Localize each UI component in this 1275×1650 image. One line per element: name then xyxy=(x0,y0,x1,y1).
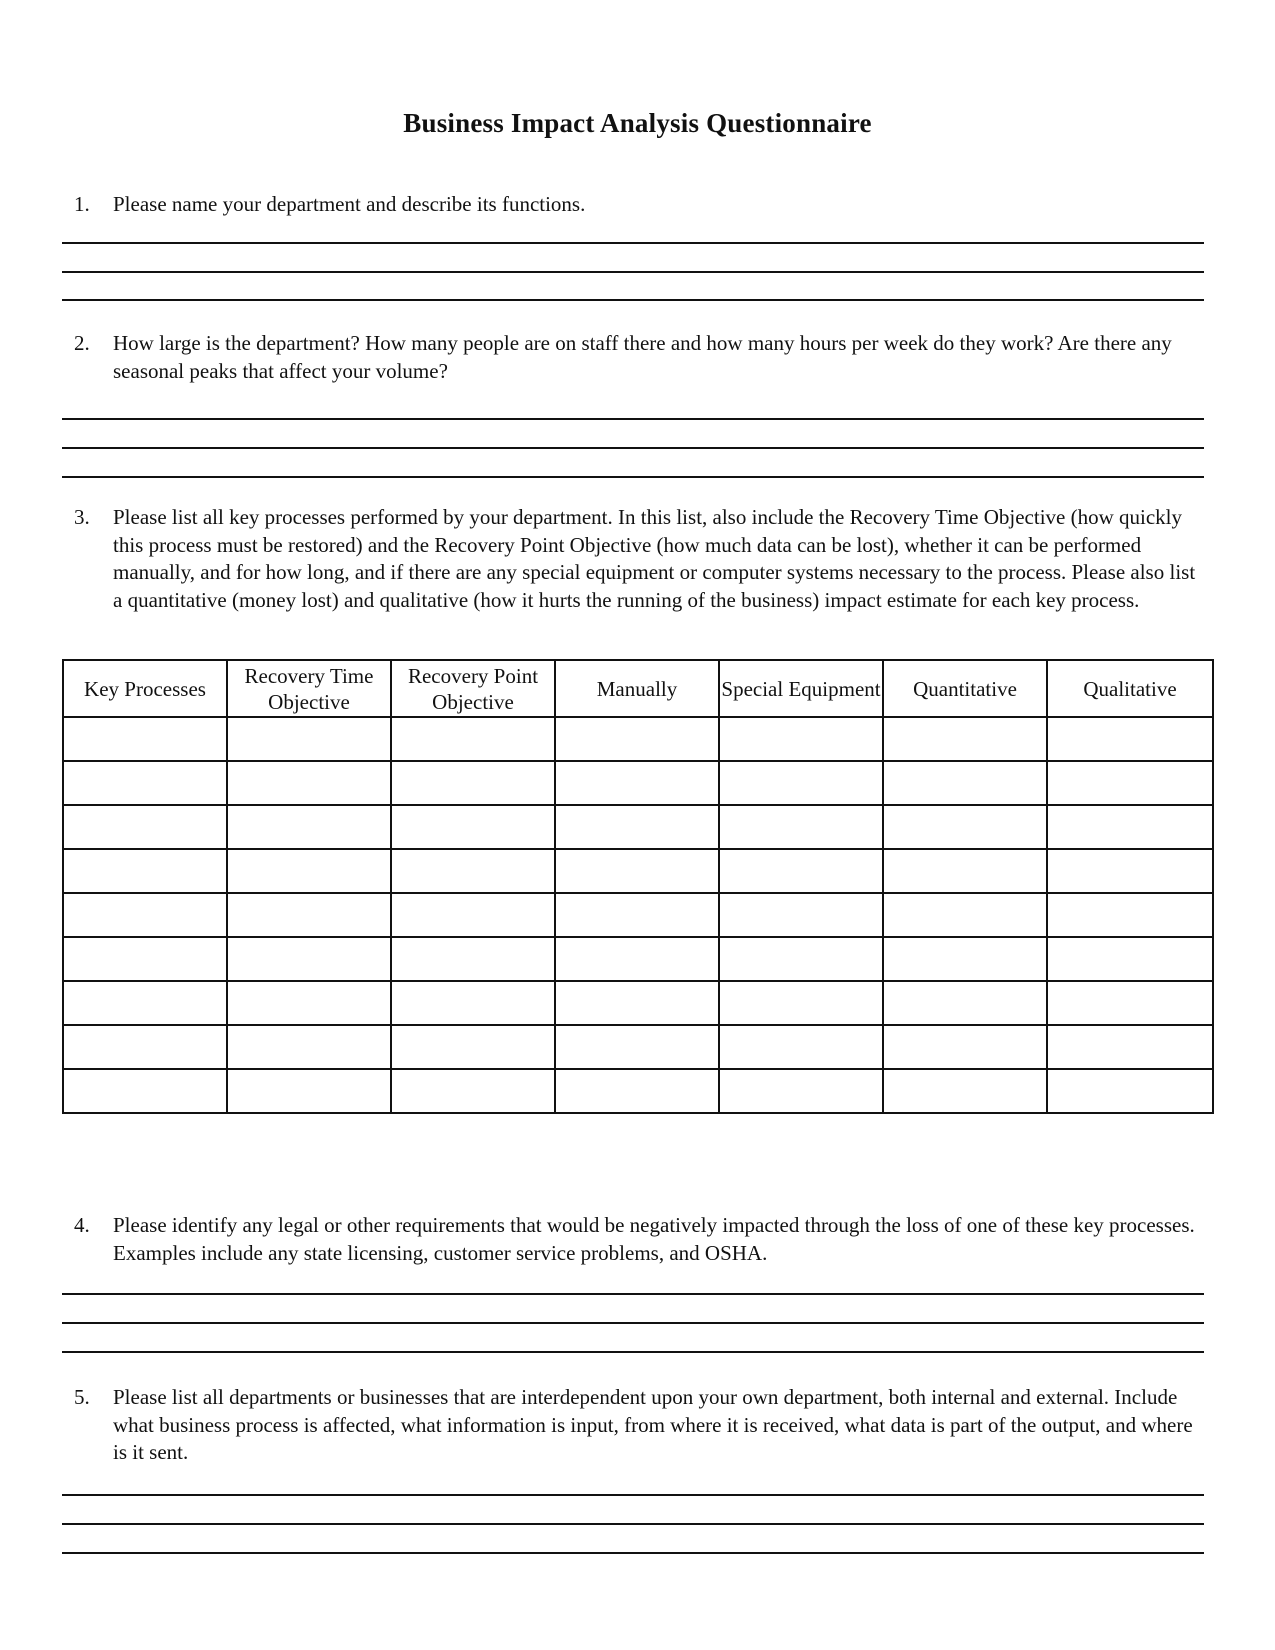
table-cell[interactable] xyxy=(883,849,1047,893)
table-row xyxy=(63,849,1213,893)
table-cell[interactable] xyxy=(391,981,555,1025)
table-cell[interactable] xyxy=(1047,761,1213,805)
question-3 xyxy=(70,504,1205,614)
table-cell[interactable] xyxy=(227,937,391,981)
table-cell[interactable] xyxy=(555,761,719,805)
key-processes-table xyxy=(62,659,1214,1114)
column-header-qualitative: Qualitative xyxy=(1047,660,1213,717)
table-cell[interactable] xyxy=(883,981,1047,1025)
question-text: Please name your department and describe its functions. xyxy=(113,192,586,216)
table-cell[interactable] xyxy=(1047,937,1213,981)
question-number: 4. xyxy=(74,1213,90,1237)
table-cell[interactable] xyxy=(63,717,227,761)
table-cell[interactable] xyxy=(883,1025,1047,1069)
table-cell[interactable] xyxy=(555,981,719,1025)
table-cell[interactable] xyxy=(227,805,391,849)
table-cell[interactable] xyxy=(227,1025,391,1069)
table-cell[interactable] xyxy=(63,849,227,893)
column-header-special-equipment: Special Equipment xyxy=(719,660,883,717)
answer-line[interactable] xyxy=(62,476,1204,478)
table-cell[interactable] xyxy=(883,937,1047,981)
table-cell[interactable] xyxy=(1047,849,1213,893)
question-text: Please identify any legal or other requirements that would be negatively impacted through the loss of one of these key processes. Examples include any state licensing, customer service problems, and OSHA. xyxy=(113,1213,1195,1265)
question-number: 1. xyxy=(74,192,90,216)
table-cell[interactable] xyxy=(555,1025,719,1069)
table-cell[interactable] xyxy=(63,937,227,981)
table-cell[interactable] xyxy=(883,805,1047,849)
table-header-row xyxy=(63,660,1213,717)
question-2 xyxy=(70,330,1205,385)
answer-line[interactable] xyxy=(62,1523,1204,1525)
table-cell[interactable] xyxy=(555,1069,719,1113)
table-cell[interactable] xyxy=(391,849,555,893)
table-row xyxy=(63,805,1213,849)
question-5 xyxy=(70,1384,1205,1467)
table-row xyxy=(63,717,1213,761)
table-cell[interactable] xyxy=(391,761,555,805)
table-cell[interactable] xyxy=(883,1069,1047,1113)
table-cell[interactable] xyxy=(719,981,883,1025)
answer-line[interactable] xyxy=(62,242,1204,244)
table-cell[interactable] xyxy=(719,761,883,805)
table-cell[interactable] xyxy=(1047,717,1213,761)
page-title: Business Impact Analysis Questionnaire xyxy=(403,108,872,138)
column-header-quantitative: Quantitative xyxy=(883,660,1047,717)
column-header-recovery-time-objective: Recovery Time Objective xyxy=(227,660,391,717)
answer-line[interactable] xyxy=(62,299,1204,301)
answer-line[interactable] xyxy=(62,1293,1204,1295)
table-body xyxy=(63,717,1213,1113)
table-cell[interactable] xyxy=(63,893,227,937)
table-cell[interactable] xyxy=(883,893,1047,937)
table-cell[interactable] xyxy=(227,717,391,761)
table-cell[interactable] xyxy=(391,1069,555,1113)
table-cell[interactable] xyxy=(719,849,883,893)
table-cell[interactable] xyxy=(1047,1069,1213,1113)
table-cell[interactable] xyxy=(391,717,555,761)
question-number: 2. xyxy=(74,331,90,355)
table-cell[interactable] xyxy=(63,805,227,849)
table-cell[interactable] xyxy=(719,1025,883,1069)
question-4 xyxy=(70,1212,1205,1267)
answer-line[interactable] xyxy=(62,447,1204,449)
question-number: 5. xyxy=(74,1385,90,1409)
answer-line[interactable] xyxy=(62,1351,1204,1353)
table-cell[interactable] xyxy=(719,805,883,849)
table-row xyxy=(63,1069,1213,1113)
table-cell[interactable] xyxy=(1047,805,1213,849)
answer-line[interactable] xyxy=(62,1552,1204,1554)
question-1 xyxy=(70,191,1205,219)
answer-line[interactable] xyxy=(62,1322,1204,1324)
table-cell[interactable] xyxy=(227,893,391,937)
table-row xyxy=(63,1025,1213,1069)
answer-line[interactable] xyxy=(62,1494,1204,1496)
table-cell[interactable] xyxy=(719,937,883,981)
table-cell[interactable] xyxy=(391,893,555,937)
table-cell[interactable] xyxy=(555,849,719,893)
question-number: 3. xyxy=(74,505,90,529)
question-text: How large is the department? How many people are on staff there and how many hours per week do they work? Are there any seasonal peaks that affect your volume? xyxy=(113,331,1172,383)
table-cell[interactable] xyxy=(555,805,719,849)
column-header-recovery-point-objective: Recovery Point Objective xyxy=(391,660,555,717)
column-header-key-processes: Key Processes xyxy=(63,660,227,717)
table-row xyxy=(63,981,1213,1025)
answer-line[interactable] xyxy=(62,418,1204,420)
table-cell[interactable] xyxy=(883,717,1047,761)
table-cell[interactable] xyxy=(227,849,391,893)
table-cell[interactable] xyxy=(1047,893,1213,937)
question-text: Please list all departments or businesses that are interdependent upon your own department, both internal and external. Include what business process is affected, what information is input, from where it is received, what data is part of the output, and where is it sent. xyxy=(113,1385,1193,1464)
table-cell[interactable] xyxy=(555,717,719,761)
table-cell[interactable] xyxy=(555,893,719,937)
table-cell[interactable] xyxy=(227,1069,391,1113)
question-text: Please list all key processes performed by your department. In this list, also include the Recovery Time Objective (how quickly this process must be restored) and the Recovery Point Objective (how much data can be lost), whether it can be performed manually, and for how long, and if there are any special equipment or computer systems necessary to the process. Please also list a quantitative (money lost) and qualitative (how it hurts the running of the business) impact estimate for each key process. xyxy=(113,505,1196,612)
table-row xyxy=(63,893,1213,937)
table-cell[interactable] xyxy=(63,761,227,805)
table-cell[interactable] xyxy=(1047,981,1213,1025)
table-cell[interactable] xyxy=(227,981,391,1025)
column-header-manually: Manually xyxy=(555,660,719,717)
table-cell[interactable] xyxy=(391,805,555,849)
table-cell[interactable] xyxy=(391,1025,555,1069)
answer-line[interactable] xyxy=(62,271,1204,273)
table-cell[interactable] xyxy=(555,937,719,981)
table-row xyxy=(63,937,1213,981)
table-cell[interactable] xyxy=(227,761,391,805)
table-cell[interactable] xyxy=(719,893,883,937)
table-cell[interactable] xyxy=(1047,1025,1213,1069)
table-cell[interactable] xyxy=(719,717,883,761)
table-cell[interactable] xyxy=(883,761,1047,805)
table-cell[interactable] xyxy=(391,937,555,981)
table-cell[interactable] xyxy=(63,1025,227,1069)
table-cell[interactable] xyxy=(63,981,227,1025)
table-cell[interactable] xyxy=(63,1069,227,1113)
table-row xyxy=(63,761,1213,805)
table-cell[interactable] xyxy=(719,1069,883,1113)
